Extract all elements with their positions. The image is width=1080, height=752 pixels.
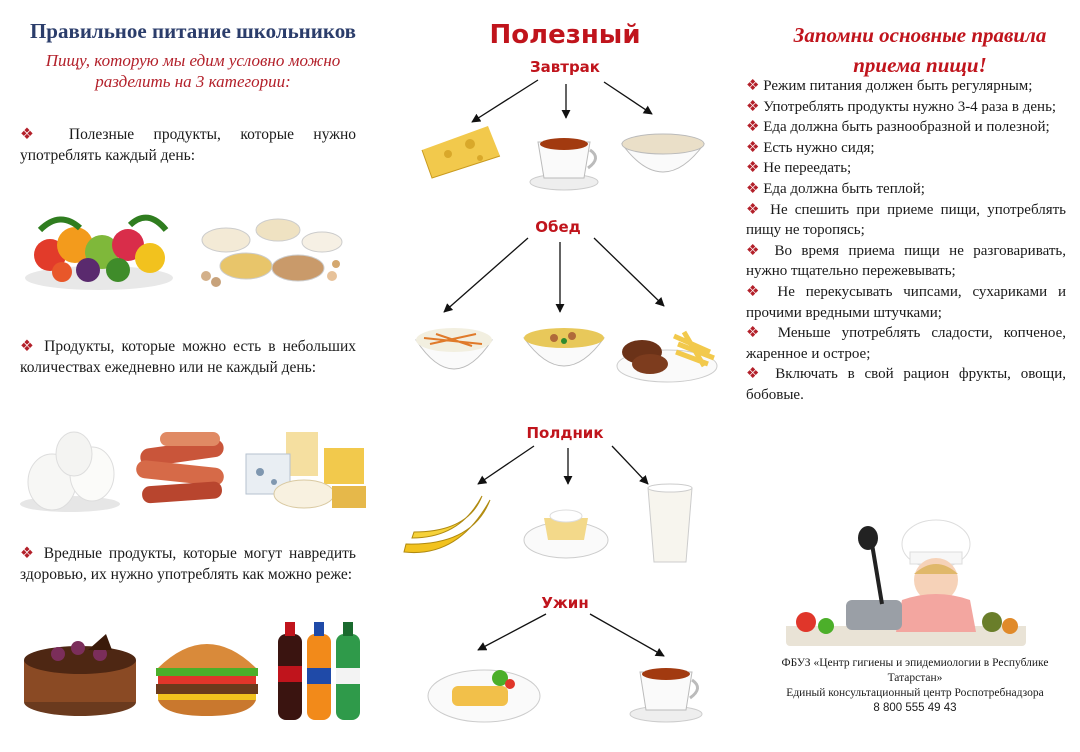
eggs-image [18,424,122,516]
left-title: Правильное питание школьников [29,19,357,43]
meal-lunch-label: Обед [535,218,581,236]
rule-item: ❖ Не перекусывать чипсами, сухариками и прочими вредными штучками; [746,283,1067,321]
bullet-icon: ❖ [20,545,37,562]
left-subtitle: Пищу, которую мы едим условно можно разделить на 3 категории: [45,51,341,91]
cheeses-image [238,424,370,516]
fruits-vegetables-image [20,200,178,292]
category-harmful [20,543,356,585]
rules-title: Запомни основные правила приема пищи! [793,23,1047,77]
footer-info [770,656,1060,716]
footer-organization: ФБУЗ «Центр гигиены и эпидемиологии в Республике Татарстан» [781,657,1049,684]
category-moderate [20,336,356,378]
bullet-icon: ❖ [20,338,38,355]
bullet-icon: ❖ [746,201,763,218]
rule-item: ❖ Употреблять продукты нужно 3-4 раза в день; [746,98,1057,115]
category-text: Продукты, которые можно есть в небольших количествах ежедневно или не каждый день: [20,338,356,376]
cheese-image [418,120,502,182]
bullet-icon: ❖ [746,283,767,300]
rule-item: ❖ Не спешить при приеме пищи, употреблять пищу не торопясь; [746,201,1066,239]
grains-beans-image [186,200,348,292]
rule-item: ❖ Еда должна быть разнообразной и полезной; [746,119,1050,136]
category-text: Вредные продукты, которые могут навредить здоровью, их нужно употреблять как можно реже: [20,545,356,583]
bullet-icon: ❖ [746,98,760,115]
sausages-image [130,424,230,516]
burger-image [150,620,264,720]
bullet-icon: ❖ [746,139,760,156]
rule-item: ❖ Режим питания должен быть регулярным; [746,78,1033,94]
soup-bowl-image [520,316,608,380]
meal-breakfast-label: Завтрак [529,58,600,76]
cutlets-fries-image [614,316,720,386]
left-column [18,18,368,92]
kefir-glass-image [642,480,698,566]
rule-item: ❖ Еда должна быть теплой; [746,180,925,197]
healthy-food-images [20,200,348,292]
child-chef-image [786,514,1026,646]
moderate-food-images [18,424,370,516]
soda-bottles-image [272,620,366,724]
tea-cup-image [528,122,604,192]
harmful-food-images [18,620,366,724]
omelette-plate-image [426,652,542,726]
bananas-image [398,492,502,564]
meal-snack-label: Полдник [526,424,604,442]
bullet-icon: ❖ [746,325,767,342]
bullet-icon: ❖ [746,366,766,383]
category-healthy [20,124,356,166]
casserole-plate-image [522,490,610,562]
bullet-icon: ❖ [746,119,760,136]
rule-item: ❖ Во время приема пищи не разговаривать, нужно тщательно пережевывать; [746,242,1066,280]
bullet-icon: ❖ [746,242,766,259]
bullet-icon: ❖ [746,78,760,94]
porridge-bowl-image [618,122,708,188]
bullet-icon: ❖ [746,160,760,177]
meal-dinner-label: Ужин [541,594,589,612]
rule-item: ❖ Есть нужно сидя; [746,139,875,156]
salad-bowl-image [412,314,496,386]
rule-item: ❖ Не переедать; [746,160,852,177]
rules-list [746,76,1066,406]
rule-item: ❖ Меньше употреблять сладости, копченое, жаренное и острое; [746,325,1067,362]
rule-item: ❖ Включать в свой рацион фрукты, овощи, бобовые. [746,366,1067,403]
bullet-icon: ❖ [20,126,50,143]
bullet-icon: ❖ [746,180,760,197]
center-title: Полезный [489,20,641,50]
category-text: Полезные продукты, которые нужно употреблять каждый день: [20,126,357,164]
cake-image [18,620,142,720]
footer-phone: 8 800 555 49 43 [873,702,957,714]
footer-consultation-center: Единый консультационный центр Роспотребнадзора [786,687,1044,699]
tea-cup-dinner-image [628,652,708,724]
